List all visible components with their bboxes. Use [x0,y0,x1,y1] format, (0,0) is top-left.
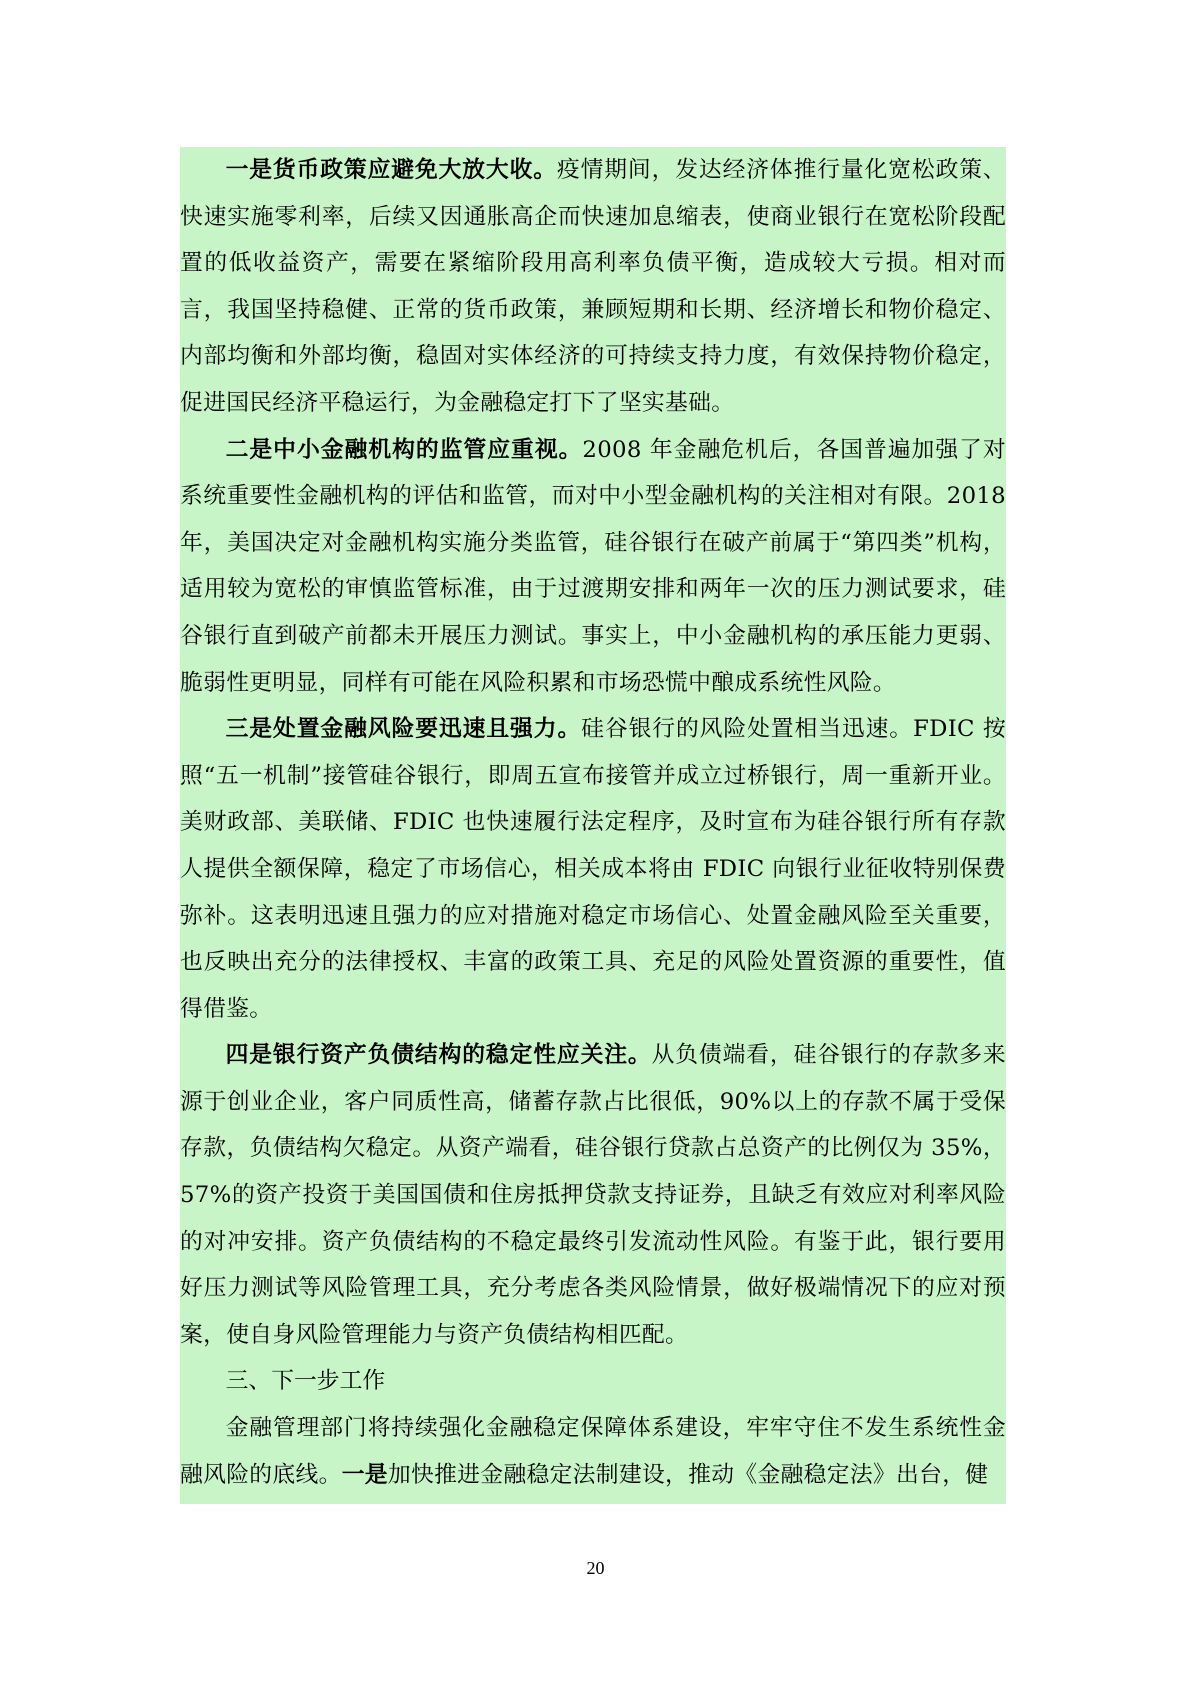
paragraph-lead: 三是处置金融风险要迅速且强力。 [225,716,582,743]
paragraph-risk-resolution [180,706,1006,1032]
paragraph-body: 从负债端看，硅谷银行的存款多来源于创业企业，客户同质性高，储蓄存款占比很低，90%以上的存款不属于受保存款，负债结构欠稳定。从资产端看，硅谷银行贷款占总资产的比例仅为 35%，57%的资产投资于美国国债和住房抵押贷款支持证券，且缺乏有效应对利率风险的对冲安排。资产负债结构的不稳定最终引发流动性风险。有鉴于此，银行要用好压力测试等风险管理工具，充分考虑各类风险情景，做好极端情况下的应对预案，使自身风险管理能力与资产负债结构相匹配。 [180,1042,1006,1348]
paragraph-lead: 一是货币政策应避免大放大收。 [225,157,557,183]
paragraph-lead: 二是中小金融机构的监管应重视。 [225,436,583,463]
paragraph-body: 加快推进金融稳定法制建设，推动《金融稳定法》出台，健 [387,1461,989,1488]
paragraph-next-steps [180,1405,1006,1498]
paragraph-small-institution-supervision [180,427,1006,707]
paragraph-balance-sheet-stability [180,1032,1006,1358]
paragraph-body: 疫情期间，发达经济体推行量化宽松政策、快速实施零利率，后续又因通胀高企而快速加息缩表，使商业银行在宽松阶段配置的低收益资产，需要在紧缩阶段用高利率负债平衡，造成较大亏损。相对而言，我国坚持稳健、正常的货币政策，兼顾短期和长期、经济增长和物价稳定、内部均衡和外部均衡，稳固对实体经济的可持续支持力度，有效保持物价稳定，促进国民经济平稳运行，为金融稳定打下了坚实基础。 [180,157,1007,416]
paragraph-body: 硅谷银行的风险处置相当迅速。FDIC 按照“五一机制”接管硅谷银行，即周五宣布接管并成立过桥银行，周一重新开业。美财政部、美联储、FDIC 也快速履行法定程序，及时宣布为硅谷银行所有存款人提供全额保障，稳定了市场信心，相关成本将由 FDIC 向银行业征收特别保费弥补。这表明迅速且强力的应对措施对稳定市场信心、处置金融风险至关重要，也反映出充分的法律授权、丰富的政策工具、充足的风险处置资源的重要性，值得借鉴。 [180,716,1007,1022]
paragraph-lead: 四是银行资产负债结构的稳定性应关注。 [225,1042,652,1069]
highlighted-text-block [180,147,1006,1504]
paragraph-body: 金融管理部门将持续强化金融稳定保障体系建设，牢牢守住不发生系统性金融风险的底线。 [180,1415,1006,1488]
section-heading: 三、下一步工作 [225,1368,386,1395]
paragraph-body: 2008 年金融危机后，各国普遍加强了对系统重要性金融机构的评估和监管，而对中小型金融机构的关注相对有限。2018 年，美国决定对金融机构实施分类监管，硅谷银行在破产前属于“第四类”机构，适用较为宽松的审慎监管标准，由于过渡期安排和两年一次的压力测试要求，硅谷银行直到破产前都未开展压力测试。事实上，中小金融机构的承压能力更弱、脆弱性更明显，同样有可能在风险积累和市场恐慌中酿成系统性风险。 [180,436,1007,696]
paragraph-lead: 一是 [341,1461,388,1488]
page-number: 20 [586,1558,605,1578]
paragraph-monetary-policy [180,147,1006,427]
